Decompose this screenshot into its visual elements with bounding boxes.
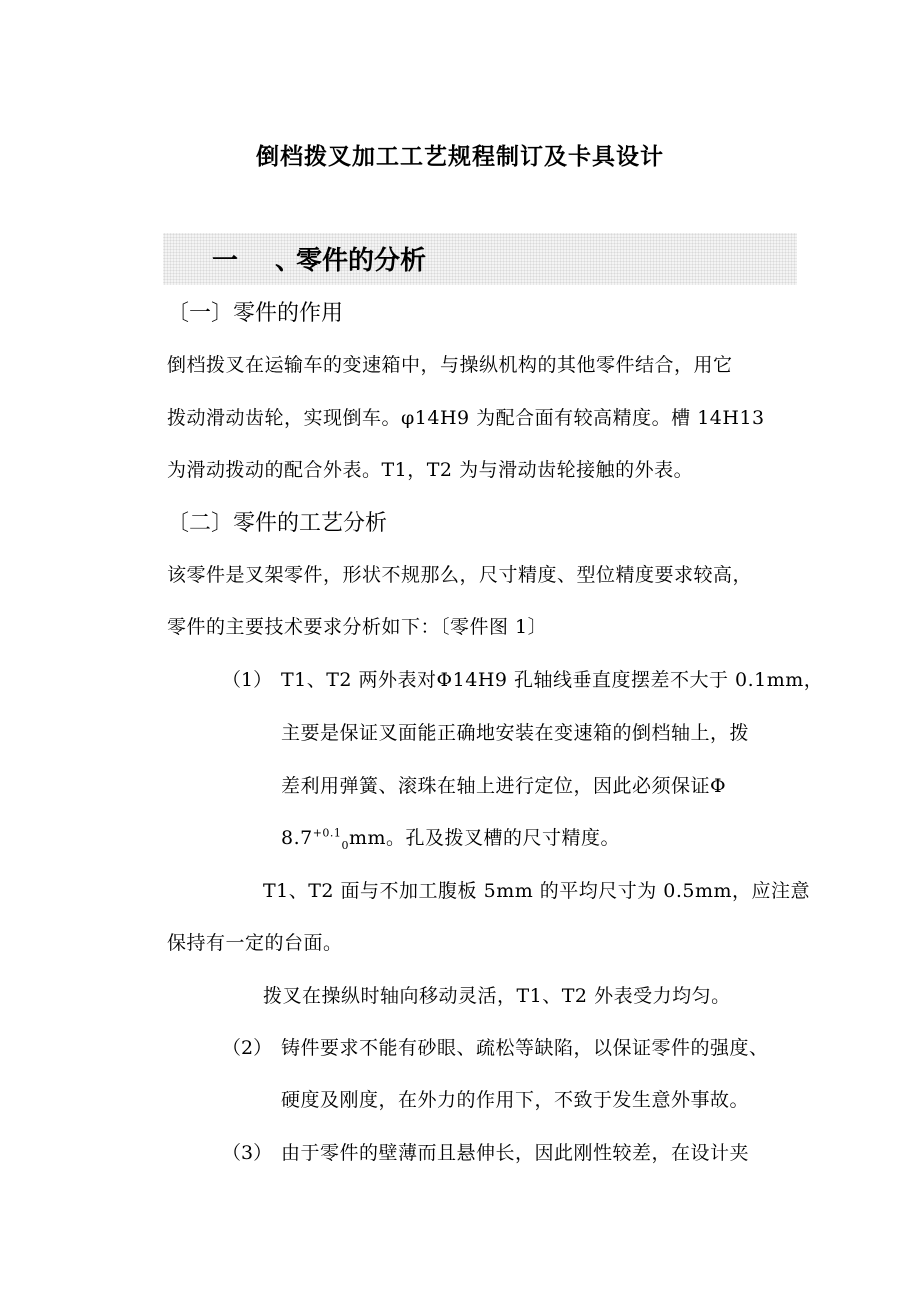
list-item-line: 硬度及刚度，在外力的作用下，不致于发生意外事故。 xyxy=(281,1089,750,1111)
tolerance-dimension-line xyxy=(281,823,620,852)
subsection-title-process-analysis: 〔二〕零件的工艺分析 xyxy=(167,511,388,536)
paragraph-line: 该零件是叉架零件，形状不规那么，尺寸精度、型位精度要求较高， xyxy=(167,564,753,586)
paragraph-line: T1、T2 面与不加工腹板 5mm 的平均尺寸为 0.5mm，应注意 xyxy=(263,880,811,902)
list-item-line: T1、T2 两外表对Φ14H9 孔轴线垂直度摆差不大于 0.1mm， xyxy=(281,669,824,691)
dimension-tail: mm。孔及拨叉槽的尺寸精度。 xyxy=(348,827,620,849)
item-number: （3） xyxy=(222,1142,273,1164)
paragraph-line: 零件的主要技术要求分析如下：〔零件图 1〕 xyxy=(167,616,548,638)
paragraph-line: 保持有一定的台面。 xyxy=(167,932,343,954)
section-number: 一 、 xyxy=(212,246,316,276)
document-title: 倒档拨叉加工工艺规程制订及卡具设计 xyxy=(256,144,664,170)
list-item-line: 差利用弹簧、滚珠在轴上进行定位，因此必须保证Φ xyxy=(281,775,727,797)
paragraph-line: 倒档拨叉在运输车的变速箱中，与操纵机构的其他零件结合，用它 xyxy=(167,354,733,376)
section-title: 零件的分析 xyxy=(296,246,427,276)
item-number: （2） xyxy=(222,1037,273,1059)
lower-tolerance: 0 xyxy=(341,838,349,852)
paragraph-line: 拨动滑动齿轮，实现倒车。φ14H9 为配合面有较高精度。槽 14H13 xyxy=(167,407,765,429)
list-item-line: 铸件要求不能有砂眼、疏松等缺陷，以保证零件的强度、 xyxy=(281,1037,769,1059)
paragraph-line: 为滑动拨动的配合外表。T1，T2 为与滑动齿轮接触的外表。 xyxy=(167,459,694,481)
dimension-base: 8.7 xyxy=(281,827,313,849)
list-item-line: 由于零件的壁薄而且悬伸长，因此刚性较差，在设计夹 xyxy=(281,1142,750,1164)
item-number: （1） xyxy=(222,669,273,691)
list-item-line: 主要是保证叉面能正确地安装在变速箱的倒档轴上，拨 xyxy=(281,722,750,744)
upper-tolerance: +0.1 xyxy=(312,826,342,840)
paragraph-line: 拨叉在操纵时轴向移动灵活，T1、T2 外表受力均匀。 xyxy=(263,985,731,1007)
subsection-title-function: 〔一〕零件的作用 xyxy=(167,301,344,326)
